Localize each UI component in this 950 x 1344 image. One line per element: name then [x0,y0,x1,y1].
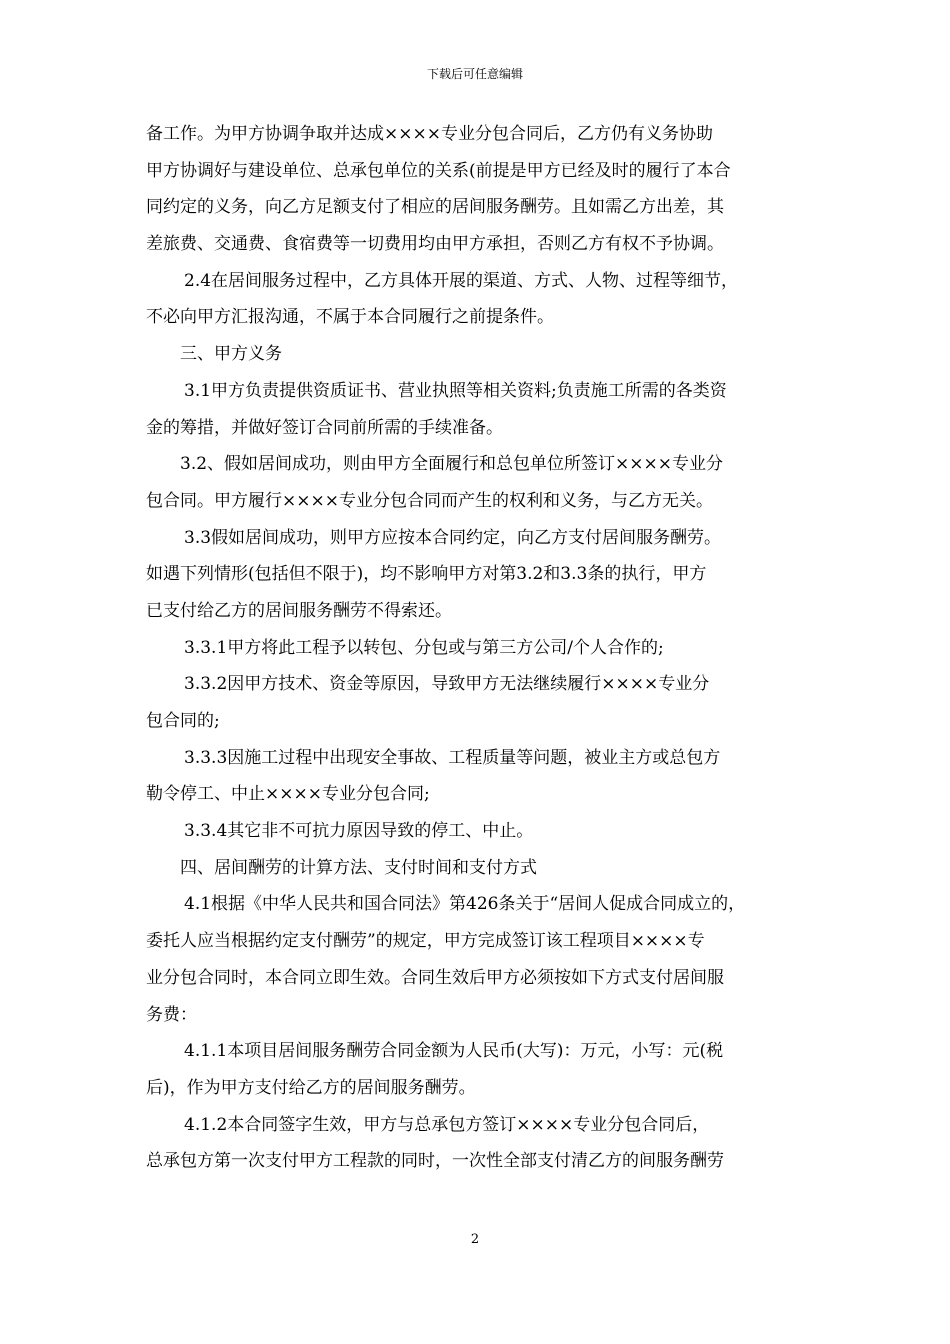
clause-3-3-4-line: 3.3.4其它非不可抗力原因导致的停工、中止。 [184,821,534,842]
clause-3-1-line: 3.1甲方负责提供资质证书、营业执照等相关资料;负责施工所需的各类资 [184,380,727,401]
clause-3-3-2-line: 3.3.2因甲方技术、资金等原因，导致甲方无法继续履行××××专业分 [184,674,710,695]
page-header [0,66,950,82]
text-line: 甲方协调好与建设单位、总承包单位的关系(前提是甲方已经及时的履行了本合 [146,160,731,181]
text-line: 不必向甲方汇报沟通，不属于本合同履行之前提条件。 [146,307,554,328]
header-note: 下载后可任意编辑 [426,67,523,81]
text-line: 包合同的; [146,711,220,731]
clause-4-1-1-line: 4.1.1本项目居间服务酬劳合同金额为人民币(大写)：万元，小写：元(税 [184,1041,724,1062]
text-line: 委托人应当根据约定支付酬劳”的规定，甲方完成签订该工程项目××××专 [146,931,705,952]
text-line: 金的筹措，并做好签订合同前所需的手续准备。 [146,417,503,438]
text-line: 如遇下列情形(包括但不限于)，均不影响甲方对第3.2和3.3条的执行，甲方 [146,564,707,585]
text-line: 总承包方第一次支付甲方工程款的同时，一次性全部支付清乙方的间服务酬劳 [146,1151,724,1172]
text-line: 备工作。为甲方协调争取并达成××××专业分包合同后，乙方仍有义务协助 [146,124,713,144]
text-line: 业分包合同时，本合同立即生效。合同生效后甲方必须按如下方式支付居间服 [146,967,724,988]
clause-3-3-line: 3.3假如居间成功，则甲方应按本合同约定，向乙方支付居间服务酬劳。 [184,527,722,548]
clause-4-1-line: 4.1根据《中华人民共和国合同法》第426条关于“居间人促成合同成立的， [184,894,746,915]
text-line: 勒令停工、中止××××专业分包合同; [146,784,430,805]
text-line: 同约定的义务，向乙方足额支付了相应的居间服务酬劳。且如需乙方出差，其 [146,197,724,218]
clause-2-4-line: 2.4在居间服务过程中，乙方具体开展的渠道、方式、人物、过程等细节， [184,270,739,291]
section-heading-3: 三、甲方义务 [180,344,282,365]
text-line: 包合同。甲方履行××××专业分包合同而产生的权利和义务，与乙方无关。 [146,490,713,511]
text-line: 已支付给乙方的居间服务酬劳不得索还。 [146,600,452,621]
text-line: 务费： [146,1004,197,1025]
clause-3-3-1-line: 3.3.1甲方将此工程予以转包、分包或与第三方公司/个人合作的; [184,637,664,658]
page-number: 2 [470,1232,480,1247]
text-line: 差旅费、交通费、食宿费等一切费用均由甲方承担，否则乙方有权不予协调。 [146,234,724,255]
clause-3-3-3-line: 3.3.3因施工过程中出现安全事故、工程质量等问题，被业主方或总包方 [184,747,721,768]
document-body [146,116,812,1180]
page-footer [0,1232,950,1248]
text-line: 后)，作为甲方支付给乙方的居间服务酬劳。 [146,1077,476,1098]
section-heading-4: 四、居间酬劳的计算方法、支付时间和支付方式 [180,857,537,878]
clause-3-2-line: 3.2、假如居间成功，则由甲方全面履行和总包单位所签订××××专业分 [180,454,724,475]
clause-4-1-2-line: 4.1.2本合同签字生效，甲方与总承包方签订××××专业分包合同后， [184,1114,710,1135]
